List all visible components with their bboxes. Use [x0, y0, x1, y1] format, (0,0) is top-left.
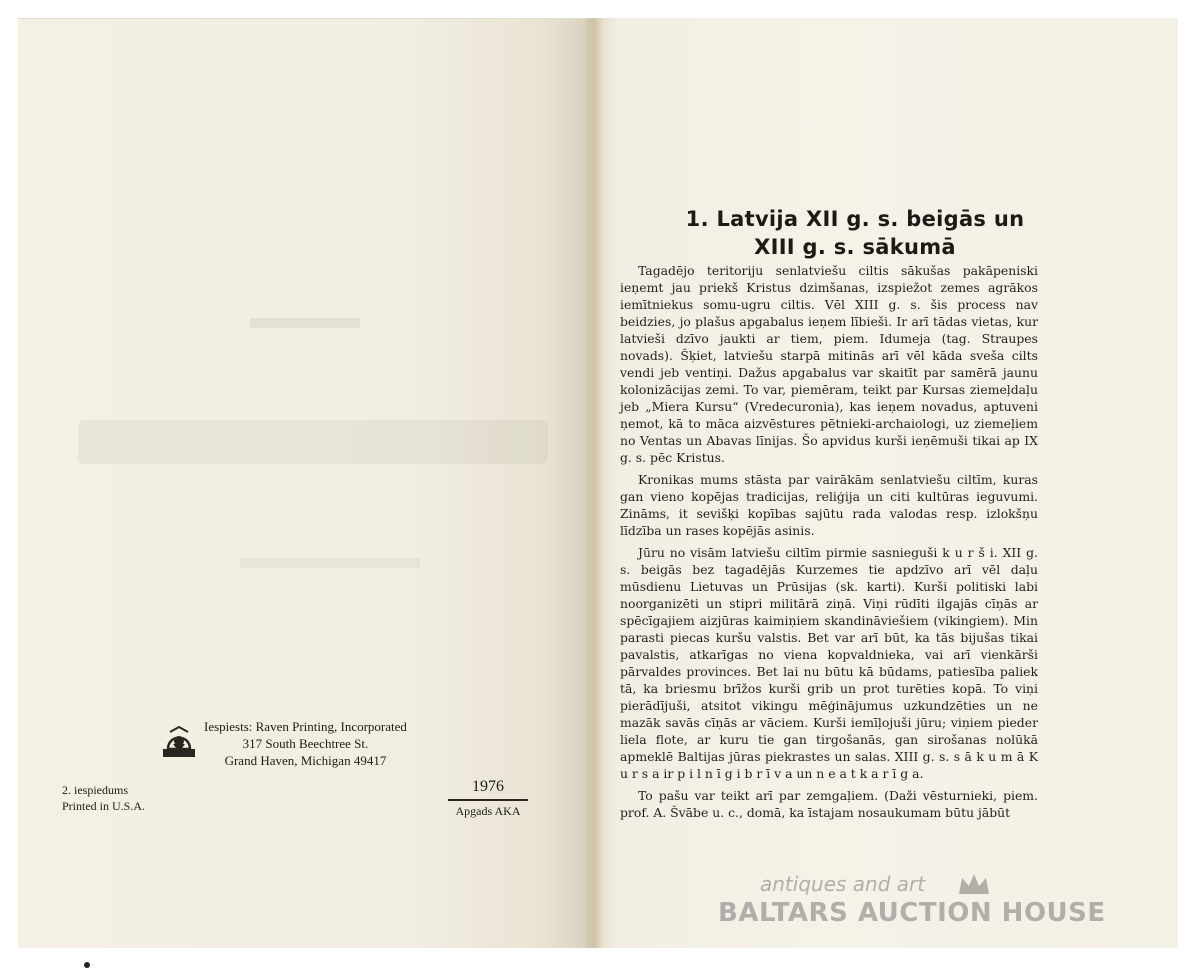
printed-in: Printed in U.S.A. [62, 799, 146, 813]
paragraph: Tagadējo teritoriju senlatviešu ciltis sākušas pakāpeniski ieņemt jau priekš Kristus dzimšanas, izspiežot zemes agrākos iemītniekus somu-ugru ciltis. Vēl XIII g. s. šis process nav beidzies, jo plašus apgabalus ieņem lībieši. Ir arī tādas vietas, kur latvieši dzīvo jaukti ar tiem, piem. Idumeja (tag. Straupes novads). Šķiet, latviešu starpā mitinās arī vēl kāda sveša cilts vendi jeb ventiņi. Dažus apgabalus var skaitīt par samērā jaunu kolonizācijas zemi. To var, piemēram, teikt par Kursas ziemeļdaļu jeb „Miera Kursu“ (Vredecuronia), kas ieņem novadus, aptuveni ņemot, kā to māca aizvēstures pētnieki-archaiologi, uz ziemeļiem no Ventas un Abavas līnijas. Šo apvidus kurši ieņēmuši tikai ap IX g. s. pēc Kristus. [620, 263, 1038, 465]
crown-icon [956, 870, 992, 898]
auction-house-watermark [718, 870, 1118, 940]
scan-speck [84, 962, 90, 968]
edition-note [62, 782, 145, 814]
publication-year: 1976 [472, 778, 504, 795]
book-gutter [584, 18, 604, 948]
printer-colophon [160, 718, 460, 769]
year-publisher-block [448, 776, 528, 818]
chapter-title-line-2: XIII g. s. sākumā [754, 235, 956, 259]
edition-number: 2. iespiedums [62, 783, 128, 797]
watermark-name: BALTARS AUCTION HOUSE [718, 898, 1106, 928]
body-text [620, 262, 1038, 821]
show-through-text [240, 558, 420, 568]
raven-printing-logo-icon [160, 722, 198, 760]
watermark-tagline: antiques and art [760, 872, 926, 896]
paragraph: Kronikas mums stāsta par vairākām senlatviešu ciltīm, kuras gan vieno kopējas tradicijas, reliģija un citi kultūras ieguvumi. Zināms, it sevišķi kopības sajūtu rada valodas resp. izlokšņu līdzība un rases kopējās asinis. [620, 472, 1038, 538]
publisher-name: Apgads AKA [455, 804, 521, 818]
colophon-line-1: Iespiests: Raven Printing, Incorporated [204, 719, 407, 734]
chapter-title-line-1: 1. Latvija XII g. s. beigās un [685, 207, 1025, 231]
year-rule [448, 799, 528, 801]
paragraph: To pašu var teikt arī par zemgaļiem. (Daži vēsturnieki, piem. prof. A. Švābe u. c., domā, ka īstajam nosaukumam būtu jābūt [620, 788, 1038, 820]
show-through-text [78, 420, 548, 464]
colophon-line-2: 317 South Beechtree St. [242, 736, 369, 751]
paragraph: Jūru no visām latviešu ciltīm pirmie sasnieguši k u r š i. XII g. s. beigās bez tagadējās Kurzemes tie apdzīvo arī vēl daļu mūsdienu Lietuvas un Prūsijas (sk. karti). Kurši politiski labi noorganizēti un stipri militārā ziņā. Viņi rūdīti ilgajās cīņās ar spēcīgajiem aizjūras kaimiņiem skandināviešiem (vikingiem). Min parasti piecas kuršu valstis. Bet var arī būt, ka tās bijušas tikai pavalstis, atkarīgas no viena kopvaldnieka, vai arī vienkārši pārvaldes provinces. Bet lai nu būtu kā būdams, patiesība paliek tā, ka briesmu brīžos kurši grib un prot turēties kopā. To viņi pierādījuši, atsitot vikingu mēģinājumus uzkundzēties un ne mazāk savās cīņās ar vāciem. Kurši iemīļojuši jūru; viņiem pieder liela flote, ar kuru tie gan tirgošanās, gan sirošanas nolūkā apmeklē Baltijas jūras piekrastes un salas. XIII g. s. s ā k u m ā K u r s a ir p i l n ī g i b r ī v a un n e a t k a r ī g a. [620, 545, 1038, 781]
chapter-title [620, 205, 1090, 261]
show-through-text [250, 318, 360, 328]
colophon-line-3: Grand Haven, Michigan 49417 [224, 753, 387, 768]
